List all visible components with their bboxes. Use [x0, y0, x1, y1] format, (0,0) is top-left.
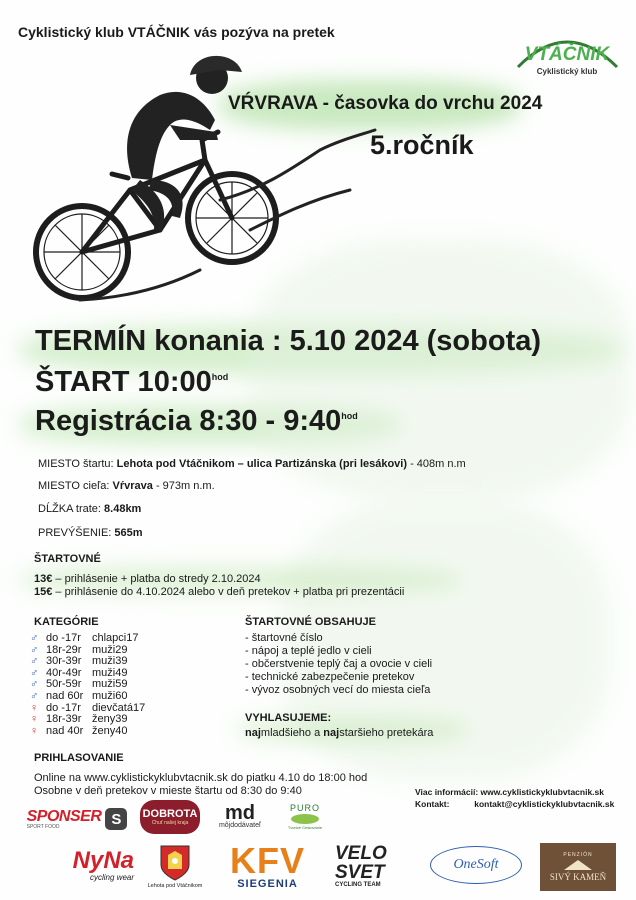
fee-line — [34, 573, 404, 586]
male-symbol-icon: ♂ — [30, 643, 39, 656]
contact-block — [415, 787, 614, 809]
female-symbol-icon: ♀ — [30, 701, 39, 714]
registration-onsite: Osobne v deň pretekov v mieste štartu od 8:30 do 9:40 — [34, 785, 302, 797]
kfv-logo-sub: SIEGENIA — [237, 878, 298, 890]
registration-time-label: Registrácia 8:30 - 9:40 — [35, 405, 342, 437]
includes-item: - vývoz osobných vecí do miesta cieľa — [245, 684, 431, 696]
md-logo — [210, 800, 270, 832]
sponser-logo-text: SPONSER — [26, 808, 102, 825]
fee-line — [34, 586, 404, 599]
fee-text: – prihlásenie do 4.10.2024 alebo v deň pretekov + platba pri prezentácii — [52, 586, 405, 598]
sivy-kamen-logo — [540, 843, 616, 891]
start-place-altitude: - 408m n.m — [407, 458, 466, 470]
categories-heading: KATEGÓRIE — [34, 616, 99, 628]
category-age: 50r-59r — [46, 678, 82, 691]
category-name: muži39 — [92, 655, 128, 668]
category-age: 40r-49r — [46, 666, 82, 679]
fee-amount: 13€ — [34, 573, 53, 585]
includes-item: - nápoj a teplé jedlo v cieli — [245, 645, 372, 657]
registration-time-unit: hod — [341, 411, 358, 421]
dobrota-logo-text: DOBROTA — [142, 808, 198, 820]
dobrota-logo-sub: Chuť našej kraja — [151, 820, 189, 826]
start-time-label: ŠTART 10:00 — [35, 366, 212, 398]
male-symbol-icon: ♂ — [30, 689, 39, 702]
category-age: 18r-29r — [46, 643, 82, 656]
invite-text: Cyklistický klub VTÁČNIK vás pozýva na pretek — [18, 24, 335, 40]
male-symbol-icon: ♂ — [30, 666, 39, 679]
awards-heading: VYHLASUJEME: — [245, 712, 332, 724]
includes-item: - štartovné číslo — [245, 632, 323, 644]
email-link[interactable]: kontakt@cyklistickyklubvtacnik.sk — [474, 799, 615, 809]
md-logo-text: md — [225, 801, 255, 824]
sivy-kamen-text: SIVÝ KAMEŇ — [549, 872, 607, 882]
category-name: chlapci17 — [92, 632, 139, 644]
sponser-badge-icon: S — [105, 808, 127, 830]
kfv-logo — [215, 842, 320, 892]
website-link[interactable]: www.cyklistickyklubvtacnik.sk — [480, 787, 605, 797]
contact-info-row — [415, 787, 614, 797]
lehota-coat-of-arms-icon — [160, 845, 190, 881]
start-place — [38, 458, 466, 470]
svet-logo-text: SVET — [335, 862, 385, 883]
puro-logo-sub: Tvorivé Cestovanie — [287, 824, 323, 830]
track-length — [38, 503, 141, 515]
male-symbol-icon: ♂ — [30, 655, 39, 668]
puro-logo — [276, 798, 334, 834]
female-symbol-icon: ♀ — [30, 724, 39, 737]
elevation-value: 565m — [114, 527, 143, 539]
kfv-logo-text: KFV — [230, 840, 305, 881]
includes-item: - technické zabezpečenie pretekov — [245, 671, 415, 683]
velo-svet-logo — [335, 840, 415, 892]
club-logo-name: VTÁČNIK — [524, 44, 610, 65]
registration-heading: PRIHLASOVANIE — [34, 752, 124, 764]
categories-list — [30, 633, 145, 737]
category-name: muži59 — [92, 678, 128, 691]
contact-email-row — [415, 799, 614, 809]
category-name: ženy39 — [92, 713, 128, 726]
cyclist-illustration — [20, 40, 380, 310]
awards-text — [245, 727, 433, 740]
includes-heading: ŠTARTOVNÉ OBSAHUJE — [245, 616, 377, 628]
awards-naj-1: naj — [245, 727, 261, 739]
category-row — [30, 633, 145, 645]
category-name: muži49 — [92, 666, 128, 679]
category-row — [30, 714, 145, 726]
sivy-kamen-roof-icon — [564, 860, 592, 870]
puro-logo-text: PURO — [289, 802, 320, 813]
club-logo — [510, 22, 625, 82]
track-length-prefix: DĹŽKA trate: — [38, 503, 105, 515]
category-age: 30r-39r — [46, 655, 82, 668]
finish-place-altitude: - 973m n.m. — [152, 480, 215, 492]
awards-oldest: staršieho pretekára — [339, 727, 434, 739]
dobrota-logo — [140, 800, 200, 834]
contact-label: Kontakt: — [415, 799, 450, 809]
fee-text: – prihlásenie + platba do stredy 2.10.2024 — [52, 573, 261, 585]
nyna-logo-text: NyNa — [72, 846, 134, 874]
category-name: muži60 — [92, 689, 128, 702]
category-age: nad 40r — [46, 724, 84, 737]
includes-list — [245, 632, 432, 697]
start-time — [35, 366, 228, 399]
awards-youngest: mladšieho a — [260, 727, 324, 739]
category-age: do -17r — [46, 632, 81, 644]
elevation — [38, 527, 143, 539]
female-symbol-icon: ♀ — [30, 713, 39, 726]
club-logo-mark — [510, 22, 625, 82]
fee-list — [34, 573, 404, 599]
category-age: 18r-39r — [46, 713, 82, 726]
fee-amount: 15€ — [34, 586, 53, 598]
club-logo-sub: Cyklistický klub — [536, 67, 598, 76]
onesoft-logo — [430, 846, 522, 884]
puro-mark-icon — [291, 814, 319, 824]
category-name: muži29 — [92, 643, 128, 656]
velo-logo-sub: CYCLING TEAM — [335, 882, 381, 888]
finish-place-prefix: MIESTO cieľa: — [38, 480, 113, 492]
category-name: ženy40 — [92, 724, 128, 737]
race-title: VŔVRAVA - časovka do vrchu 2024 — [228, 93, 543, 114]
registration-time — [35, 405, 358, 438]
info-label: Viac informácií: — [415, 787, 479, 797]
lehota-logo — [142, 838, 208, 896]
onesoft-logo-text: OneSoft — [453, 857, 499, 872]
includes-item: - občerstvenie teplý čaj a ovocie v cieli — [245, 658, 433, 670]
event-date: TERMÍN konania : 5.10 2024 (sobota) — [35, 325, 542, 357]
nyna-logo-sub: cycling wear — [89, 872, 134, 882]
male-symbol-icon: ♂ — [30, 678, 39, 691]
start-place-value: Lehota pod Vtáčnikom – ulica Partizánska (pri lesákovi) — [116, 458, 408, 470]
fee-heading: ŠTARTOVNÉ — [34, 553, 101, 565]
finish-place — [38, 480, 215, 492]
velo-logo-text: VELO — [335, 843, 387, 864]
sivy-kamen-top: PENZIÓN — [563, 852, 593, 858]
category-name: dievčatá17 — [92, 701, 146, 714]
nyna-logo — [22, 848, 134, 882]
edition: 5.ročník — [370, 130, 474, 160]
category-age: nad 60r — [46, 689, 84, 702]
sponser-logo — [22, 806, 132, 832]
male-symbol-icon: ♂ — [30, 632, 39, 644]
lehota-logo-text: Lehota pod Vtáčnikom — [147, 883, 203, 889]
md-logo-sub: môjdodávateľ — [218, 821, 262, 829]
awards-naj-2: naj — [323, 727, 340, 739]
start-place-prefix: MIESTO štartu: — [38, 458, 117, 470]
start-time-unit: hod — [211, 372, 229, 382]
category-row — [30, 726, 145, 738]
track-length-value: 8.48km — [104, 503, 142, 515]
finish-place-value: Vŕvrava — [112, 480, 153, 492]
sponser-logo-sub: SPORT FOOD — [26, 824, 60, 830]
elevation-prefix: PREVÝŠENIE: — [38, 527, 115, 539]
registration-online: Online na www.cyklistickyklubvtacnik.sk do piatku 4.10 do 18:00 hod — [34, 772, 368, 784]
category-age: do -17r — [46, 701, 81, 714]
